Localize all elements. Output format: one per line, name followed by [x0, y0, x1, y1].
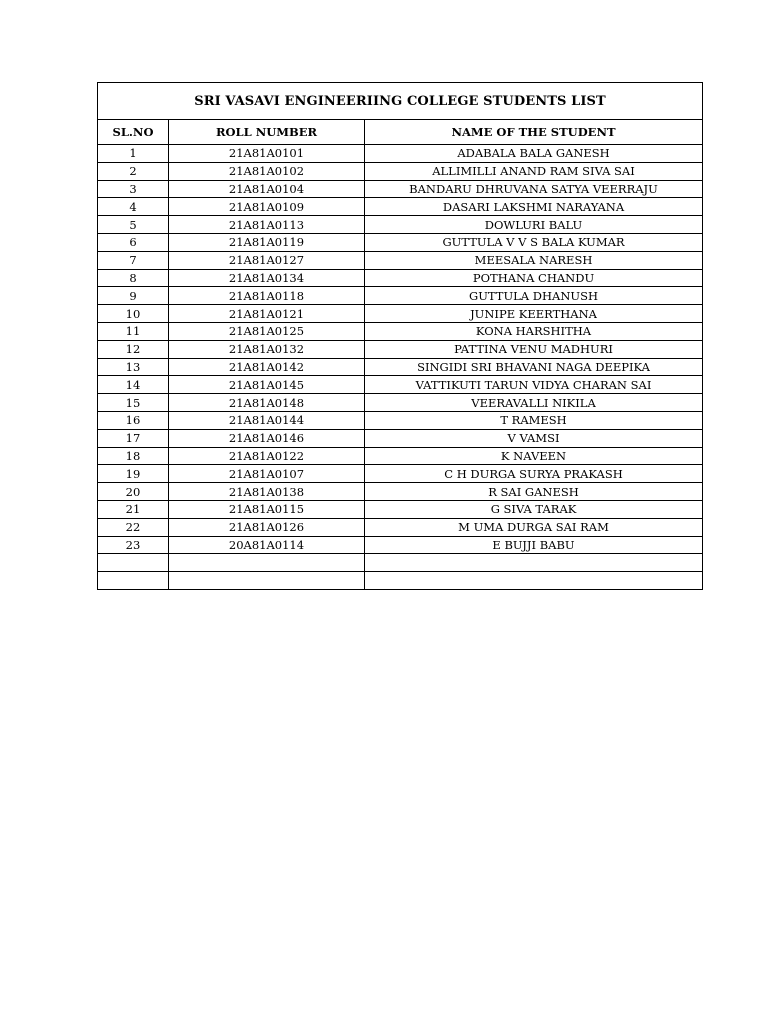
- cell-roll-number: 21A81A0144: [169, 411, 365, 429]
- cell-student-name: [365, 572, 703, 590]
- cell-sl-no: 1: [98, 145, 169, 163]
- cell-sl-no: 9: [98, 287, 169, 305]
- cell-sl-no: 2: [98, 162, 169, 180]
- cell-sl-no: 4: [98, 198, 169, 216]
- students-table: [97, 82, 703, 590]
- cell-roll-number: 21A81A0125: [169, 322, 365, 340]
- table-row: [98, 500, 703, 518]
- table-row: [98, 340, 703, 358]
- table-row: [98, 447, 703, 465]
- cell-sl-no: [98, 572, 169, 590]
- cell-roll-number: 21A81A0122: [169, 447, 365, 465]
- cell-sl-no: 22: [98, 518, 169, 536]
- cell-student-name: [365, 554, 703, 572]
- table-row: [98, 429, 703, 447]
- table-row: [98, 198, 703, 216]
- cell-roll-number: 21A81A0102: [169, 162, 365, 180]
- cell-roll-number: [169, 572, 365, 590]
- cell-sl-no: 13: [98, 358, 169, 376]
- cell-student-name: E BUJJI BABU: [365, 536, 703, 554]
- cell-sl-no: 7: [98, 251, 169, 269]
- table-row: [98, 572, 703, 590]
- cell-sl-no: 3: [98, 180, 169, 198]
- cell-roll-number: 21A81A0126: [169, 518, 365, 536]
- table-row: [98, 465, 703, 483]
- cell-student-name: VATTIKUTI TARUN VIDYA CHARAN SAI: [365, 376, 703, 394]
- table-row: [98, 305, 703, 323]
- cell-sl-no: [98, 554, 169, 572]
- cell-sl-no: 14: [98, 376, 169, 394]
- table-row: [98, 180, 703, 198]
- cell-sl-no: 18: [98, 447, 169, 465]
- column-header-roll-number: ROLL NUMBER: [169, 120, 365, 145]
- cell-roll-number: 21A81A0138: [169, 483, 365, 501]
- cell-student-name: C H DURGA SURYA PRAKASH: [365, 465, 703, 483]
- cell-roll-number: 21A81A0145: [169, 376, 365, 394]
- cell-student-name: K NAVEEN: [365, 447, 703, 465]
- table-row: [98, 216, 703, 234]
- cell-student-name: BANDARU DHRUVANA SATYA VEERRAJU: [365, 180, 703, 198]
- cell-student-name: KONA HARSHITHA: [365, 322, 703, 340]
- cell-student-name: V VAMSI: [365, 429, 703, 447]
- cell-sl-no: 20: [98, 483, 169, 501]
- cell-sl-no: 10: [98, 305, 169, 323]
- table-row: [98, 483, 703, 501]
- cell-sl-no: 19: [98, 465, 169, 483]
- cell-student-name: T RAMESH: [365, 411, 703, 429]
- cell-roll-number: 21A81A0142: [169, 358, 365, 376]
- cell-roll-number: 21A81A0146: [169, 429, 365, 447]
- table-row: [98, 536, 703, 554]
- table-row: [98, 358, 703, 376]
- column-header-sl-no: SL.NO: [98, 120, 169, 145]
- cell-roll-number: 21A81A0109: [169, 198, 365, 216]
- cell-roll-number: 21A81A0101: [169, 145, 365, 163]
- cell-student-name: M UMA DURGA SAI RAM: [365, 518, 703, 536]
- cell-sl-no: 21: [98, 500, 169, 518]
- cell-sl-no: 6: [98, 233, 169, 251]
- cell-roll-number: 21A81A0107: [169, 465, 365, 483]
- cell-sl-no: 16: [98, 411, 169, 429]
- table-body: [98, 145, 703, 590]
- cell-student-name: GUTTULA DHANUSH: [365, 287, 703, 305]
- cell-roll-number: 21A81A0148: [169, 394, 365, 412]
- cell-roll-number: 21A81A0118: [169, 287, 365, 305]
- cell-roll-number: 21A81A0113: [169, 216, 365, 234]
- table-row: [98, 322, 703, 340]
- cell-sl-no: 15: [98, 394, 169, 412]
- cell-student-name: GUTTULA V V S BALA KUMAR: [365, 233, 703, 251]
- cell-student-name: ADABALA BALA GANESH: [365, 145, 703, 163]
- cell-student-name: MEESALA NARESH: [365, 251, 703, 269]
- cell-roll-number: 21A81A0132: [169, 340, 365, 358]
- table-row: [98, 287, 703, 305]
- cell-roll-number: [169, 554, 365, 572]
- title-row: [98, 83, 703, 120]
- cell-roll-number: 21A81A0104: [169, 180, 365, 198]
- cell-sl-no: 23: [98, 536, 169, 554]
- table-row: [98, 269, 703, 287]
- cell-student-name: PATTINA VENU MADHURI: [365, 340, 703, 358]
- cell-sl-no: 12: [98, 340, 169, 358]
- cell-student-name: SINGIDI SRI BHAVANI NAGA DEEPIKA: [365, 358, 703, 376]
- cell-student-name: POTHANA CHANDU: [365, 269, 703, 287]
- table-row: [98, 554, 703, 572]
- table-title: SRI VASAVI ENGINEERIING COLLEGE STUDENTS LIST: [98, 83, 703, 120]
- column-header-student-name: NAME OF THE STUDENT: [365, 120, 703, 145]
- table-row: [98, 145, 703, 163]
- cell-sl-no: 5: [98, 216, 169, 234]
- table-row: [98, 233, 703, 251]
- cell-roll-number: 20A81A0114: [169, 536, 365, 554]
- cell-student-name: VEERAVALLI NIKILA: [365, 394, 703, 412]
- table-row: [98, 376, 703, 394]
- table-row: [98, 251, 703, 269]
- cell-student-name: R SAI GANESH: [365, 483, 703, 501]
- table-row: [98, 394, 703, 412]
- cell-sl-no: 17: [98, 429, 169, 447]
- table-row: [98, 411, 703, 429]
- cell-roll-number: 21A81A0119: [169, 233, 365, 251]
- cell-student-name: ALLIMILLI ANAND RAM SIVA SAI: [365, 162, 703, 180]
- cell-student-name: DASARI LAKSHMI NARAYANA: [365, 198, 703, 216]
- cell-student-name: JUNIPE KEERTHANA: [365, 305, 703, 323]
- cell-roll-number: 21A81A0134: [169, 269, 365, 287]
- student-list-sheet: [97, 82, 702, 590]
- cell-roll-number: 21A81A0121: [169, 305, 365, 323]
- table-row: [98, 518, 703, 536]
- cell-roll-number: 21A81A0115: [169, 500, 365, 518]
- table-row: [98, 162, 703, 180]
- cell-sl-no: 8: [98, 269, 169, 287]
- cell-student-name: DOWLURI BALU: [365, 216, 703, 234]
- cell-roll-number: 21A81A0127: [169, 251, 365, 269]
- header-row: [98, 120, 703, 145]
- cell-sl-no: 11: [98, 322, 169, 340]
- cell-student-name: G SIVA TARAK: [365, 500, 703, 518]
